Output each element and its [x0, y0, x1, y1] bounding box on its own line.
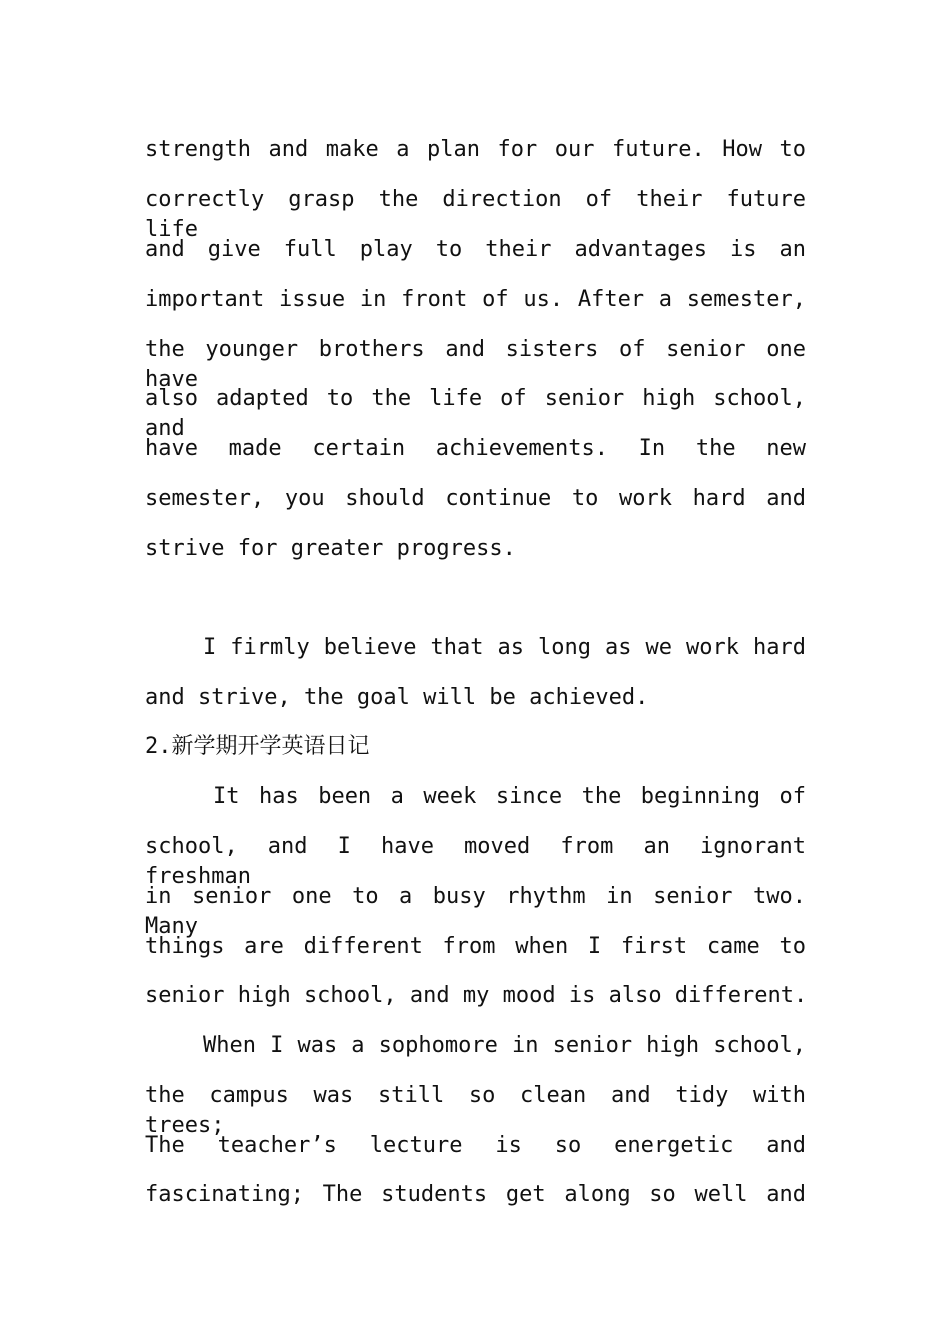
- paragraph-line: have made certain achievements. In the new: [145, 436, 806, 461]
- paragraph-line: the younger brothers and sisters of senior one have: [145, 337, 806, 392]
- paragraph-line: things are different from when I first came to: [145, 934, 806, 959]
- paragraph-line: semester, you should continue to work hard and: [145, 486, 806, 511]
- paragraph-line: also adapted to the life of senior high school, and: [145, 386, 806, 441]
- paragraph-line: in senior one to a busy rhythm in senior two. Many: [145, 884, 806, 939]
- paragraph-line: important issue in front of us. After a semester,: [145, 287, 806, 312]
- paragraph-line: school, and I have moved from an ignorant freshman: [145, 834, 806, 889]
- paragraph-line: senior high school, and my mood is also different.: [145, 983, 808, 1008]
- paragraph-line: and give full play to their advantages is an: [145, 237, 806, 262]
- paragraph-line: strength and make a plan for our future. How to: [145, 137, 806, 162]
- section-heading: 2.新学期开学英语日记: [145, 734, 370, 759]
- paragraph-line: I firmly believe that as long as we work hard: [203, 635, 806, 660]
- paragraph-line: The teacher’s lecture is so energetic and: [145, 1133, 806, 1158]
- paragraph-line: When I was a sophomore in senior high school,: [203, 1033, 806, 1058]
- paragraph-line: It has been a week since the beginning of: [213, 784, 806, 809]
- paragraph-line: fascinating; The students get along so well and: [145, 1182, 806, 1207]
- paragraph-line: correctly grasp the direction of their future life: [145, 187, 806, 242]
- paragraph-line: and strive, the goal will be achieved.: [145, 685, 649, 710]
- paragraph-line: strive for greater progress.: [145, 536, 516, 561]
- paragraph-line: the campus was still so clean and tidy with trees;: [145, 1083, 806, 1138]
